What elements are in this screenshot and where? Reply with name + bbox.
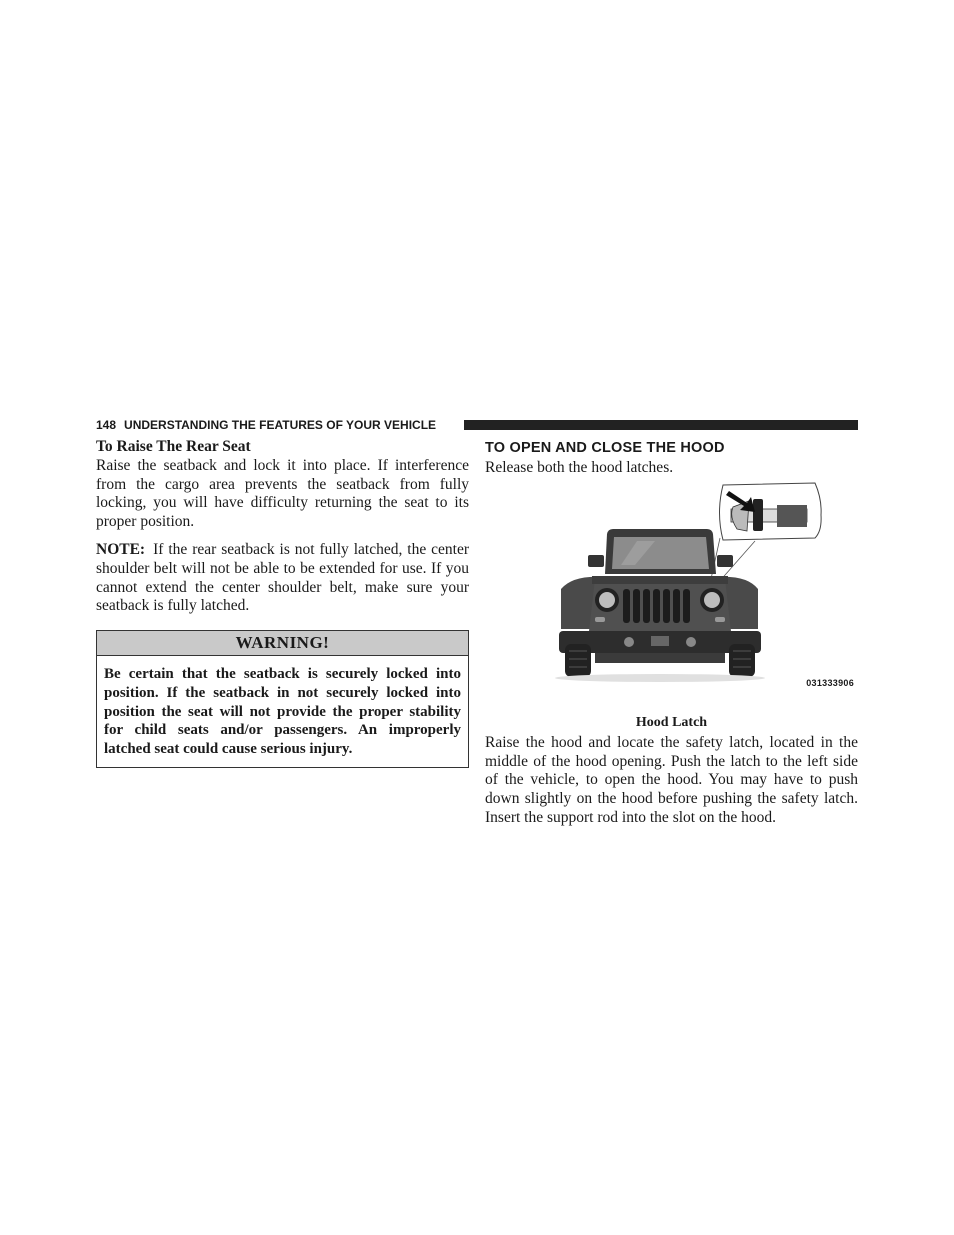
jeep-vehicle [555,529,765,682]
left-column [96,438,469,768]
header-text [96,417,436,433]
hood-latch-figure [485,479,858,717]
header-rule [464,420,858,430]
section-heading-hood: TO OPEN AND CLOSE THE HOOD [485,440,725,456]
latch-detail-inset [720,483,822,540]
page-number: 148 [96,418,117,432]
right-column [485,438,858,828]
note-text: If the rear seatback is not fully latched, the center shoulder belt will not be able to be extended for use. If you cannot extend the center shoulder belt, make sure your seatback is fully latched. [96,540,469,615]
paragraph-hood: Raise the hood and locate the safety latch, located in the middle of the hood opening. Push the latch to the left side of the vehicle, to open the hood. You may have to push down slightly on the hood before pushing the safety latch. Insert the support rod into the slot on the hood. [485,733,858,826]
warning-text: Be certain that the seatback is securely locked into position. If the seatback in not securely locked into position the seat will not provide the proper stability for child seats and/or passengers. An improperly latched seat could cause serious injury. [104,666,461,757]
subheading-raise-rear-seat: To Raise The Rear Seat [96,438,251,455]
jeep-front-illustration [485,479,858,717]
warning-title: WARNING! [97,631,468,656]
note-label: NOTE: [96,540,146,558]
paragraph-raise-seat: Raise the seatback and lock it into place. If interference from the cargo area prevents the seatback from fully locking, you will have difficulty returning the seat to its proper position. [96,456,469,531]
figure-code: 031333906 [806,677,854,688]
page-header [96,417,858,433]
intro-text: Release both the hood latches. [485,459,674,476]
section-title: UNDERSTANDING THE FEATURES OF YOUR VEHICLE [124,418,437,432]
figure-caption: Hood Latch [635,714,708,730]
note-paragraph [96,541,469,616]
warning-box [96,630,469,768]
